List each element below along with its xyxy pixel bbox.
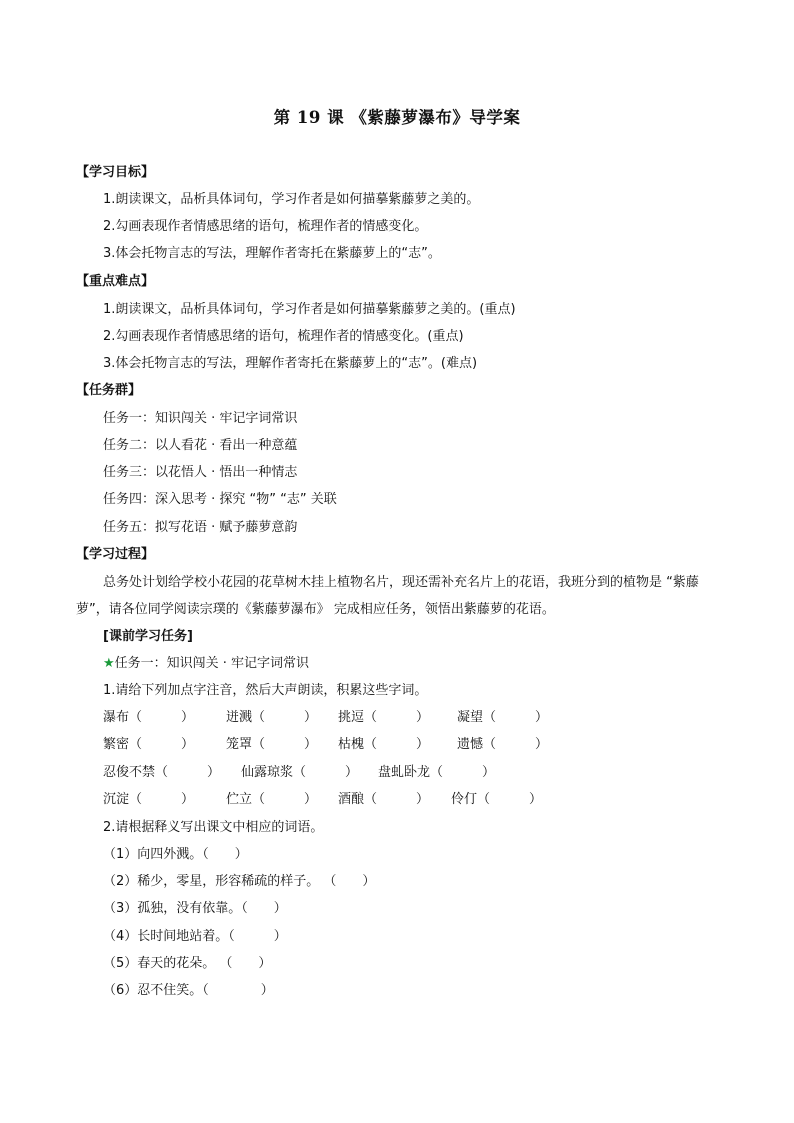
word-blank: 盘虬卧龙（ ） <box>378 765 496 780</box>
word-blank: 沉淀（ ） <box>103 792 195 807</box>
pre-class-heading: [课前学习任务] <box>103 629 193 644</box>
definition-item: （2）稀少，零星，形容稀疏的样子。 （ ） <box>103 874 376 889</box>
definition-item: （6）忍不住笑。（ ） <box>103 983 274 998</box>
key-point-item: 1.朗读课文，品析具体词句，学习作者是如何描摹紫藤萝之美的。(重点) <box>103 302 516 317</box>
word-blank: 仙露琼浆（ ） <box>241 765 359 780</box>
word-blank: 繁密（ ） <box>103 737 195 752</box>
word-blank: 迸溅（ ） <box>226 710 318 725</box>
task-item: 任务五：拟写花语 · 赋予藤萝意韵 <box>103 520 298 535</box>
word-blank: 瀑布（ ） <box>103 710 195 725</box>
task-item: 任务三：以花悟人 · 悟出一种情志 <box>103 465 298 480</box>
section-heading-key-points: 【重点难点】 <box>76 274 155 289</box>
word-blank: 凝望（ ） <box>457 710 549 725</box>
task1-title-text: 任务一：知识闯关 · 牢记字词常识 <box>114 656 310 671</box>
word-blank: 伫立（ ） <box>226 792 318 807</box>
star-icon: ★ <box>103 656 115 671</box>
goal-item: 2.勾画表现作者情感思绪的语句，梳理作者的情感变化。 <box>103 219 428 234</box>
word-blank: 笼罩（ ） <box>226 737 318 752</box>
task-item: 任务二：以人看花 · 看出一种意蕴 <box>103 438 298 453</box>
key-point-item: 2.勾画表现作者情感思绪的语句，梳理作者的情感变化。(重点) <box>103 329 464 344</box>
question-2: 2.请根据释义写出课文中相应的词语。 <box>103 820 324 835</box>
page-title: 第 19 课 《紫藤萝瀑布》导学案 <box>273 108 521 127</box>
definition-item: （4）长时间地站着。（ ） <box>103 929 287 944</box>
section-heading-tasks: 【任务群】 <box>76 383 142 398</box>
word-blank: 忍俊不禁（ ） <box>103 765 221 780</box>
word-blank: 酒酿（ ） <box>338 792 430 807</box>
section-heading-process: 【学习过程】 <box>76 547 155 562</box>
task1-title <box>103 655 309 673</box>
definition-item: （5）春天的花朵。 （ ） <box>103 956 272 971</box>
word-blank: 伶仃（ ） <box>451 792 543 807</box>
task-item: 任务四：深入思考 · 探究 “物” “志” 关联 <box>103 492 337 507</box>
process-intro: 总务处计划给学校小花园的花草树木挂上植物名片，现还需补充名片上的花语，我班分到的植物是 “紫藤萝”，请各位同学阅读宗璞的《紫藤萝瀑布》 完成相应任务，领悟出紫藤萝的花语。 <box>76 575 699 617</box>
definition-item: （1）向四外溅。（ ） <box>103 847 248 862</box>
section-heading-goals: 【学习目标】 <box>76 165 155 180</box>
goal-item: 3.体会托物言志的写法，理解作者寄托在紫藤萝上的“志”。 <box>103 246 441 261</box>
word-blank: 挑逗（ ） <box>338 710 430 725</box>
question-1: 1.请给下列加点字注音，然后大声朗读，积累这些字词。 <box>103 683 428 698</box>
key-point-item: 3.体会托物言志的写法，理解作者寄托在紫藤萝上的“志”。(难点) <box>103 356 478 371</box>
word-blank: 遗憾（ ） <box>457 737 549 752</box>
task-item: 任务一：知识闯关 · 牢记字词常识 <box>103 411 298 426</box>
word-blank: 枯槐（ ） <box>338 737 430 752</box>
definition-item: （3）孤独，没有依靠。（ ） <box>103 901 287 916</box>
goal-item: 1.朗读课文，品析具体词句，学习作者是如何描摹紫藤萝之美的。 <box>103 192 480 207</box>
